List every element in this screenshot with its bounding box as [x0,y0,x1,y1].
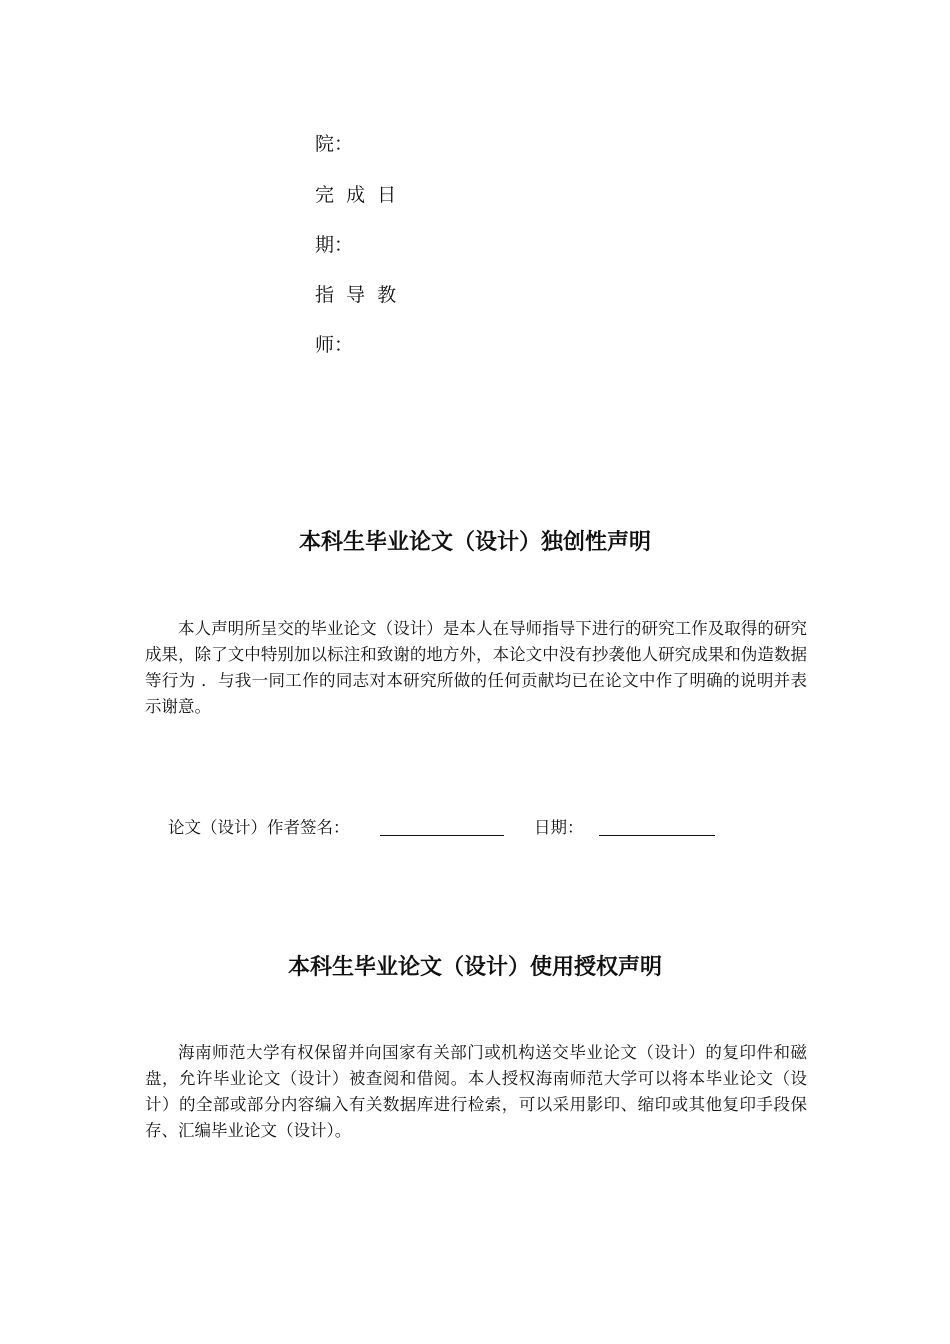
originality-statement-body: 本人声明所呈交的毕业论文（设计）是本人在导师指导下进行的研究工作及取得的研究成果，除了文中特别加以标注和致谢的地方外，本论文中没有抄袭他人研究成果和伪造数据等行为 ．与我一同工作的同志对本研究所做的任何贡献均已在论文中作了明确的说明并表示谢意。 [145,619,807,716]
signature-row [168,815,584,841]
originality-statement-title: 本科生毕业论文（设计）独创性声明 [298,530,651,555]
completion-date-label-part2: 期： [315,234,354,256]
advisor-label-part2: 师： [315,334,354,356]
completion-date-label-part1: 完 成 日 [315,184,397,206]
signature-date-label: 日期： [534,818,584,837]
author-signature-line[interactable] [380,835,504,836]
college-label: 院： [315,133,354,155]
authorization-statement-body: 海南师范大学有权保留并向国家有关部门或机构送交毕业论文（设计）的复印件和磁盘，允许毕业论文（设计）被查阅和借阅。本人授权海南师范大学可以将本毕业论文（设计）的全部或部分内容编入有关数据库进行检索，可以采用影印、缩印或其他复印手段保存、汇编毕业论文（设计）。 [145,1043,807,1140]
advisor-label-part1: 指 导 教 [315,284,397,306]
signature-date-line[interactable] [599,835,715,836]
author-signature-label: 论文（设计）作者签名： [168,818,350,837]
authorization-statement-title: 本科生毕业论文（设计）使用授权声明 [287,955,662,980]
